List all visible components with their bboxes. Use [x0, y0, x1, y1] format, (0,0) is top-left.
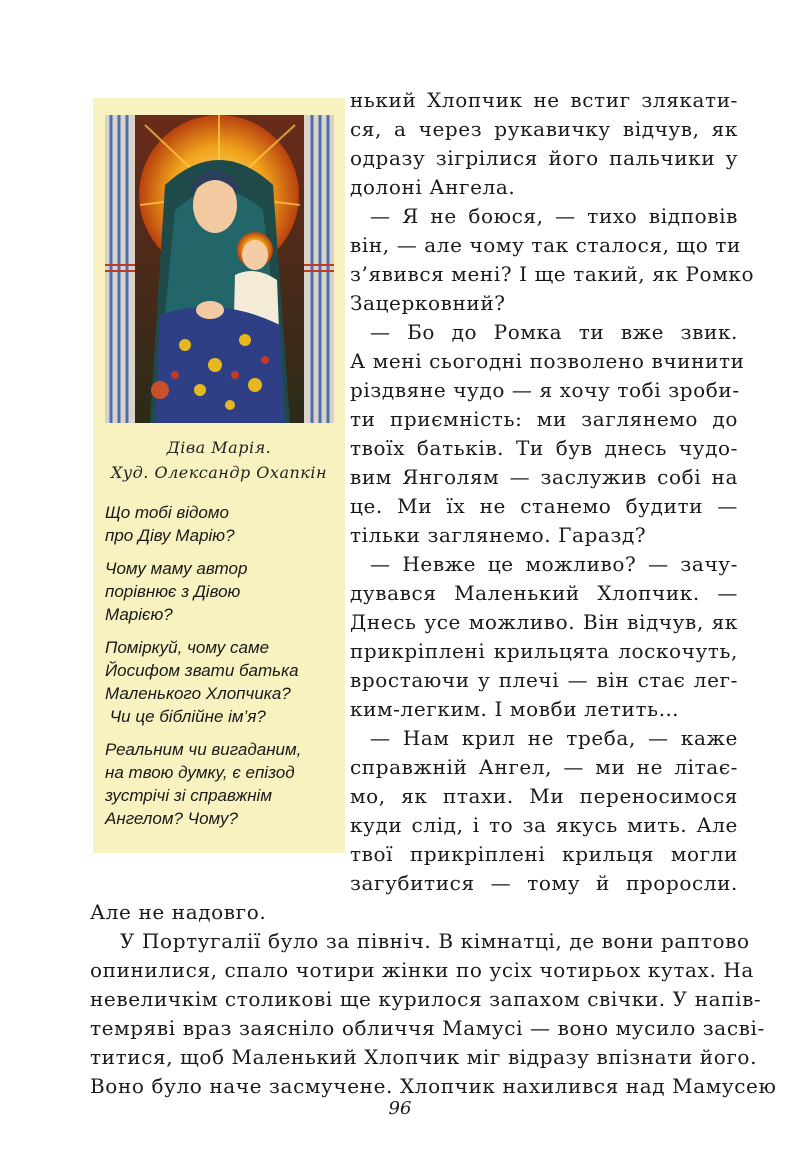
question [105, 557, 341, 626]
question-line: про Діву Марію? [105, 526, 235, 545]
body-text-line: — Невже це можливо? — зачу- [370, 552, 738, 576]
virgin-mary-illustration [105, 115, 334, 423]
body-text-line: титися, щоб Маленький Хлопчик міг відразу впізнати його. [90, 1045, 758, 1069]
body-text-line: куди слід, і то за якусь мить. Але [350, 813, 738, 837]
body-text-line: — Бо до Ромка ти вже звик. [370, 320, 738, 344]
sidebar-box [93, 98, 345, 853]
body-text-line: вростаючи у плечі — він стає лег- [350, 668, 738, 692]
body-text-line: прикріплені крильцята лоскочуть, [350, 639, 738, 663]
body-text-line: одразу зігрілися його пальчики у [350, 146, 738, 170]
body-text-line: тільки заглянемо. Гаразд? [350, 523, 647, 547]
question [105, 636, 341, 728]
body-text-line: він, — але чому так сталося, що ти [350, 233, 741, 257]
question-line: Марією? [105, 605, 173, 624]
question-line: на твою думку, є епізод [105, 763, 295, 782]
body-text-line: різдвяне чудо — я хочу тобі зроби- [350, 378, 740, 402]
question-line: Йосифом звати батька [105, 661, 299, 680]
body-text-line: з’явився мені? І ще такий, як Ромко [350, 262, 755, 286]
body-text-line: твоїх батьків. Ти був днесь чудо- [350, 436, 738, 460]
question-line: Чи це біблійне ім’я? [105, 707, 266, 726]
body-text-line: долоні Ангела. [350, 175, 516, 199]
body-text-line: Днесь усе можливо. Він відчув, як [350, 610, 738, 634]
illustration-caption [93, 435, 345, 485]
question-line: Ангелом? Чому? [105, 809, 238, 828]
question-line: Реальним чи вигаданим, [105, 740, 302, 759]
body-text-line: загубитися — тому й проросли. [350, 871, 738, 895]
body-text-line: вим Янголям — заслужив собі на [350, 465, 738, 489]
body-text-line: це. Ми їх не станемо будити — [350, 494, 738, 518]
page-number: 96 [388, 1098, 412, 1119]
body-text-line: У Португалії було за північ. В кімнатці, де вони раптово [120, 929, 750, 953]
question-line: зустрічі зі справжнім [105, 786, 272, 805]
question-line: порівнює з Дівою [105, 582, 241, 601]
body-text-line: мо, як птахи. Ми переносимося [350, 784, 738, 808]
question [105, 738, 341, 830]
body-text-line: справжній Ангел, — ми не літає- [350, 755, 738, 779]
question-line: Поміркуй, чому саме [105, 638, 270, 657]
question-line: Що тобі відомо [105, 503, 229, 522]
body-text-line: нький Хлопчик не встиг злякати- [350, 88, 738, 112]
body-text-line: — Нам крил не треба, — каже [370, 726, 738, 750]
caption-artist: Худ. Олександр Охапкін [110, 463, 327, 482]
body-text-line: опинилися, спало чотири жінки по усіх чотирьох кутах. На [90, 958, 754, 982]
body-text-line: Зацерковний? [350, 291, 506, 315]
body-text-line: — Я не боюся, — тихо відповів [370, 204, 738, 228]
body-text-line: ся, а через рукавичку відчув, як [350, 117, 738, 141]
body-text-line: Але не надовго. [90, 900, 267, 924]
body-text-line: дувався Маленький Хлопчик. — [350, 581, 738, 605]
body-text-line: Воно було наче засмучене. Хлопчик нахилився над Мамусею [90, 1074, 777, 1098]
body-text-line: ким-легким. І мовби летить… [350, 697, 680, 721]
body-text-line: ти приємність: ми заглянемо до [350, 407, 738, 431]
body-text-line: темряві враз заясніло обличчя Мамусі — воно мусило засві- [90, 1016, 765, 1040]
caption-title: Діва Марія. [166, 438, 272, 457]
question-line: Маленького Хлопчика? [105, 684, 291, 703]
question [105, 501, 341, 547]
body-text-line: А мені сьогодні позволено вчинити [350, 349, 745, 373]
question-line: Чому маму автор [105, 559, 248, 578]
body-text-line: твої прикріплені крильця могли [350, 842, 738, 866]
questions-list [105, 501, 341, 840]
body-text-line: невеличкім столикові ще курилося запахом свічки. У напів- [90, 987, 762, 1011]
